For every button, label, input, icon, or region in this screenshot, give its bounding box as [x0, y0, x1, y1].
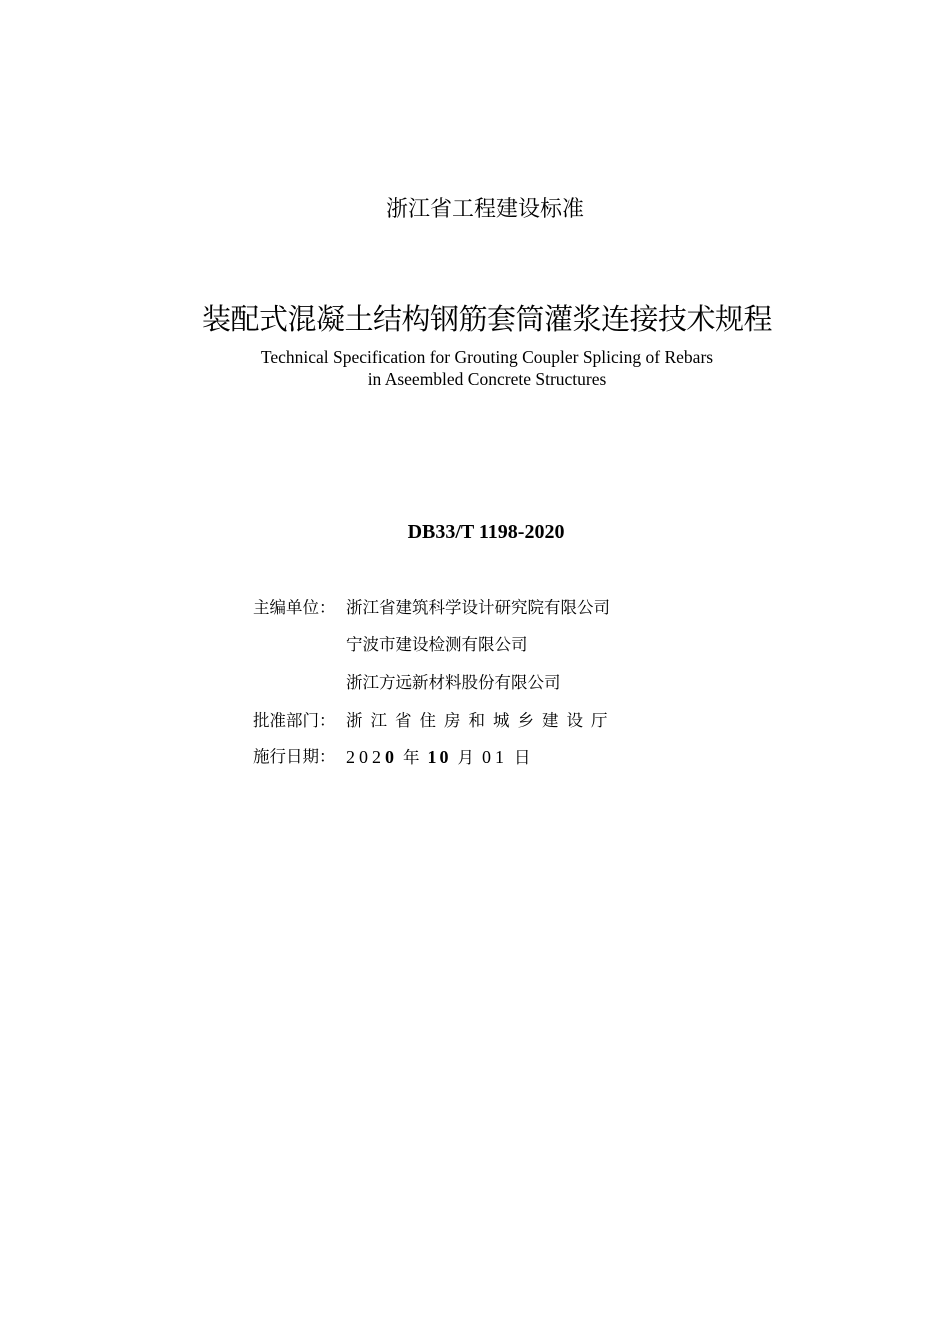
approver: 浙江省住房和城乡建设厅	[346, 711, 616, 730]
date-year-bold: 0	[385, 747, 397, 767]
series-title: 浙江省工程建设标准	[385, 197, 584, 222]
date-day: 01	[482, 747, 508, 767]
date-year-plain: 202	[346, 747, 385, 767]
effective-date	[346, 746, 539, 769]
date-month-unit: 月	[457, 748, 474, 767]
standard-code: DB33/T 1198-2020	[407, 521, 565, 543]
document-title: 装配式混凝土结构钢筋套筒灌浆连接技术规程	[201, 302, 772, 336]
english-title-line-2: in Aseembled Concrete Structures	[367, 369, 607, 389]
editor-label: 主编单位：	[253, 598, 336, 617]
editor-2: 宁波市建设检测有限公司	[346, 635, 528, 654]
date-month: 10	[427, 747, 452, 767]
date-day-unit: 日	[514, 748, 531, 767]
english-title-line-1: Technical Specification for Grouting Coupler Splicing of Rebars	[260, 347, 714, 367]
date-year-unit: 年	[403, 748, 420, 767]
approver-label: 批准部门：	[253, 711, 336, 730]
effective-date-label: 施行日期：	[253, 747, 336, 766]
editor-1: 浙江省建筑科学设计研究院有限公司	[346, 598, 610, 617]
editor-3: 浙江方远新材料股份有限公司	[346, 673, 561, 692]
